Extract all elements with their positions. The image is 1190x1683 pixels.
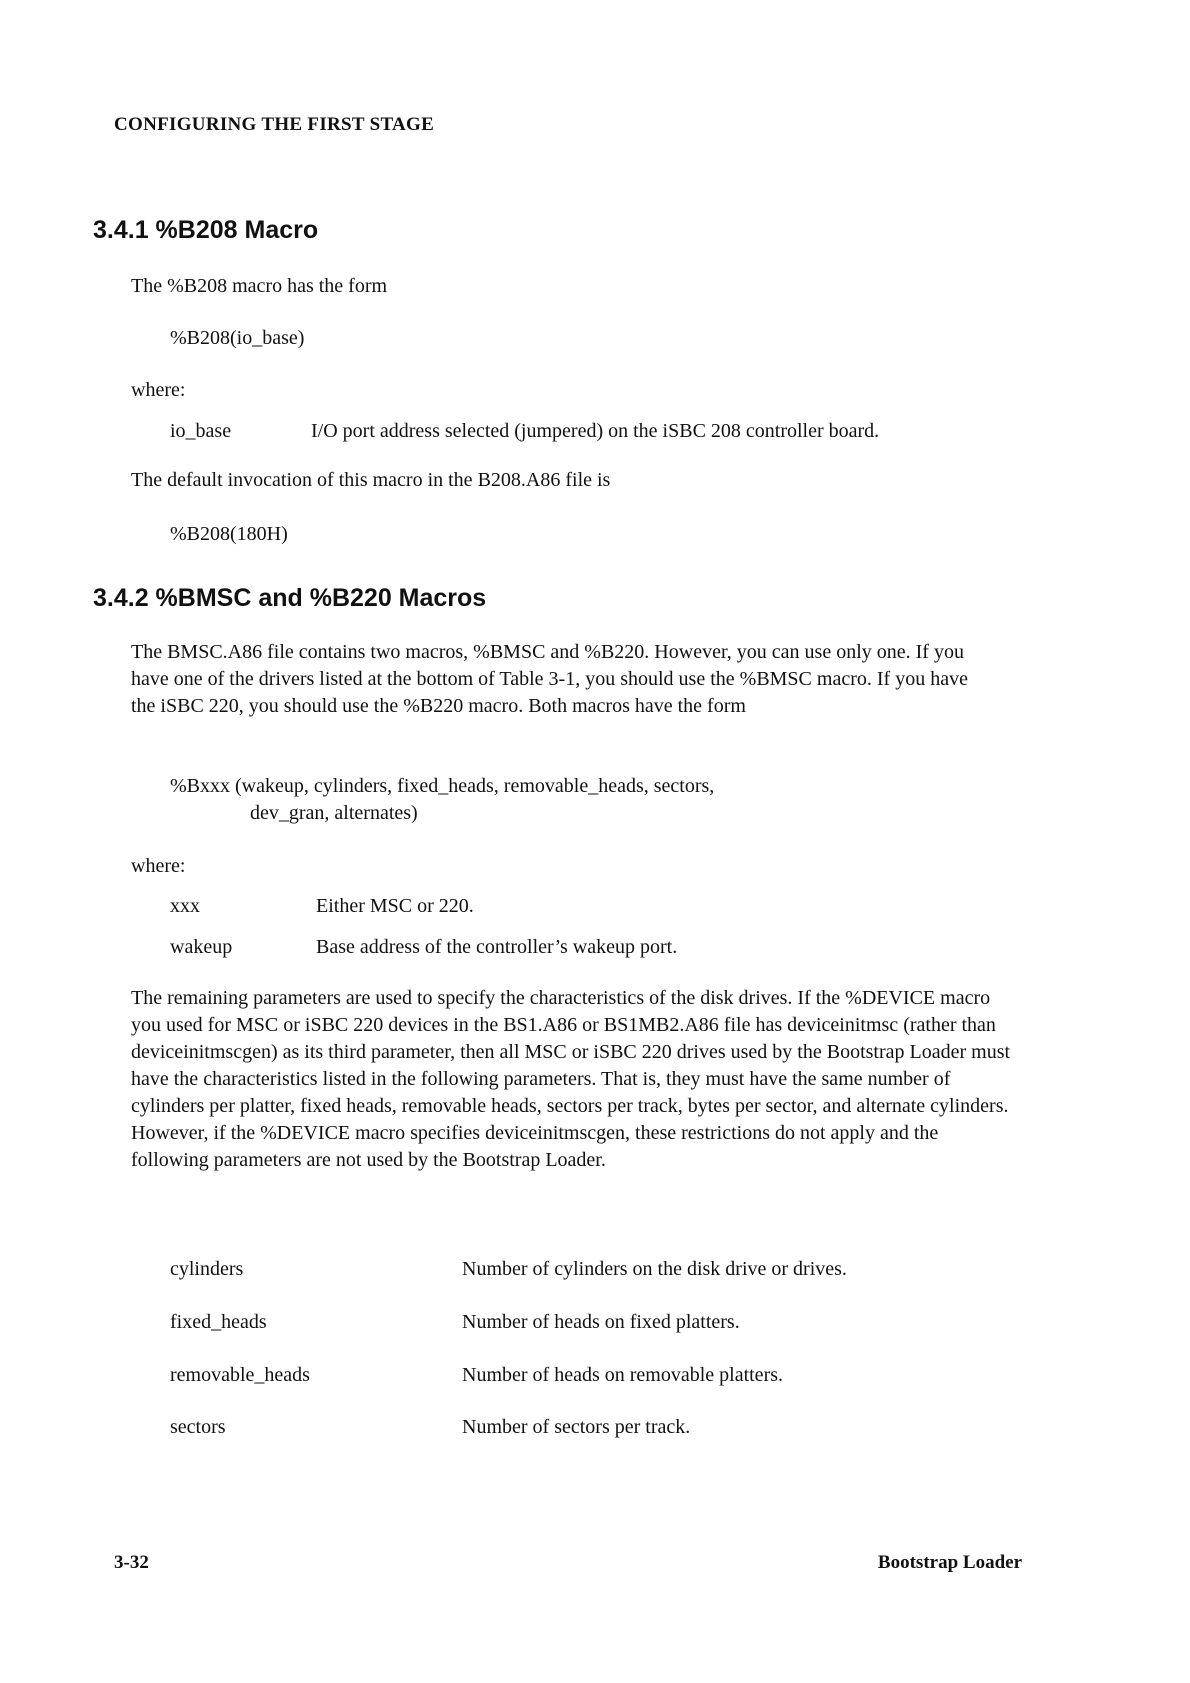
bxxx-form-line-1: %Bxxx (wakeup, cylinders, fixed_heads, removable_heads, sectors, (170, 775, 715, 797)
param-desc-fixed-heads: Number of heads on fixed platters. (462, 1311, 740, 1333)
bmsc-paragraph-1: The BMSC.A86 file contains two macros, %BMSC and %B220. However, you can use only one. If you have one of the drivers listed at the bottom of Table 3-1, you should use the %BMSC macro. If you have the iSBC 220, you should use the %B220 macro. Both macros have the form (131, 641, 968, 717)
running-header: CONFIGURING THE FIRST STAGE (114, 114, 435, 135)
section-heading-3-4-2: 3.4.2 %BMSC and %B220 Macros (93, 584, 487, 612)
b208-intro: The %B208 macro has the form (131, 275, 388, 297)
bmsc-paragraph-2: The remaining parameters are used to specify the characteristics of the disk drives. If the %DEVICE macro you used for MSC or iSBC 220 devices in the BS1.A86 or BS1MB2.A86 file has deviceinitmsc (rather than deviceinitmscgen) as its third parameter, then all MSC or iSBC 220 drives used by the Bootstrap Loader must have the characteristics listed in the following parameters. That is, they must have the same number of cylinders per platter, fixed heads, removable heads, sectors per track, bytes per sector, and alternate cylinders. However, if the %DEVICE macro specifies deviceinitmscgen, these restrictions do not apply and the following parameters are not used by the Bootstrap Loader. (131, 987, 1011, 1171)
bxxx-form-line-2: dev_gran, alternates) (250, 802, 418, 824)
bmsc-where: where: (131, 855, 186, 877)
param-name-sectors: sectors (170, 1416, 226, 1438)
param-name-cylinders: cylinders (170, 1258, 244, 1280)
param-desc-io-base: I/O port address selected (jumpered) on the iSBC 208 controller board. (311, 420, 880, 442)
param-desc-xxx: Either MSC or 220. (316, 895, 474, 917)
param-name-wakeup: wakeup (170, 936, 233, 958)
b208-default-call: %B208(180H) (170, 523, 288, 545)
page-number: 3-32 (114, 1552, 149, 1573)
param-name-fixed-heads: fixed_heads (170, 1311, 267, 1333)
param-name-xxx: xxx (170, 895, 200, 917)
manual-title: Bootstrap Loader (877, 1552, 1022, 1573)
param-desc-removable-heads: Number of heads on removable platters. (462, 1364, 784, 1386)
param-name-io-base: io_base (170, 420, 232, 442)
b208-default-text: The default invocation of this macro in the B208.A86 file is (131, 469, 611, 491)
param-desc-cylinders: Number of cylinders on the disk drive or drives. (462, 1258, 847, 1280)
param-desc-sectors: Number of sectors per track. (462, 1416, 691, 1438)
param-name-removable-heads: removable_heads (170, 1364, 310, 1386)
section-heading-3-4-1: 3.4.1 %B208 Macro (93, 216, 319, 244)
b208-form: %B208(io_base) (170, 327, 305, 349)
b208-where: where: (131, 379, 186, 401)
param-desc-wakeup: Base address of the controller’s wakeup port. (316, 936, 678, 958)
